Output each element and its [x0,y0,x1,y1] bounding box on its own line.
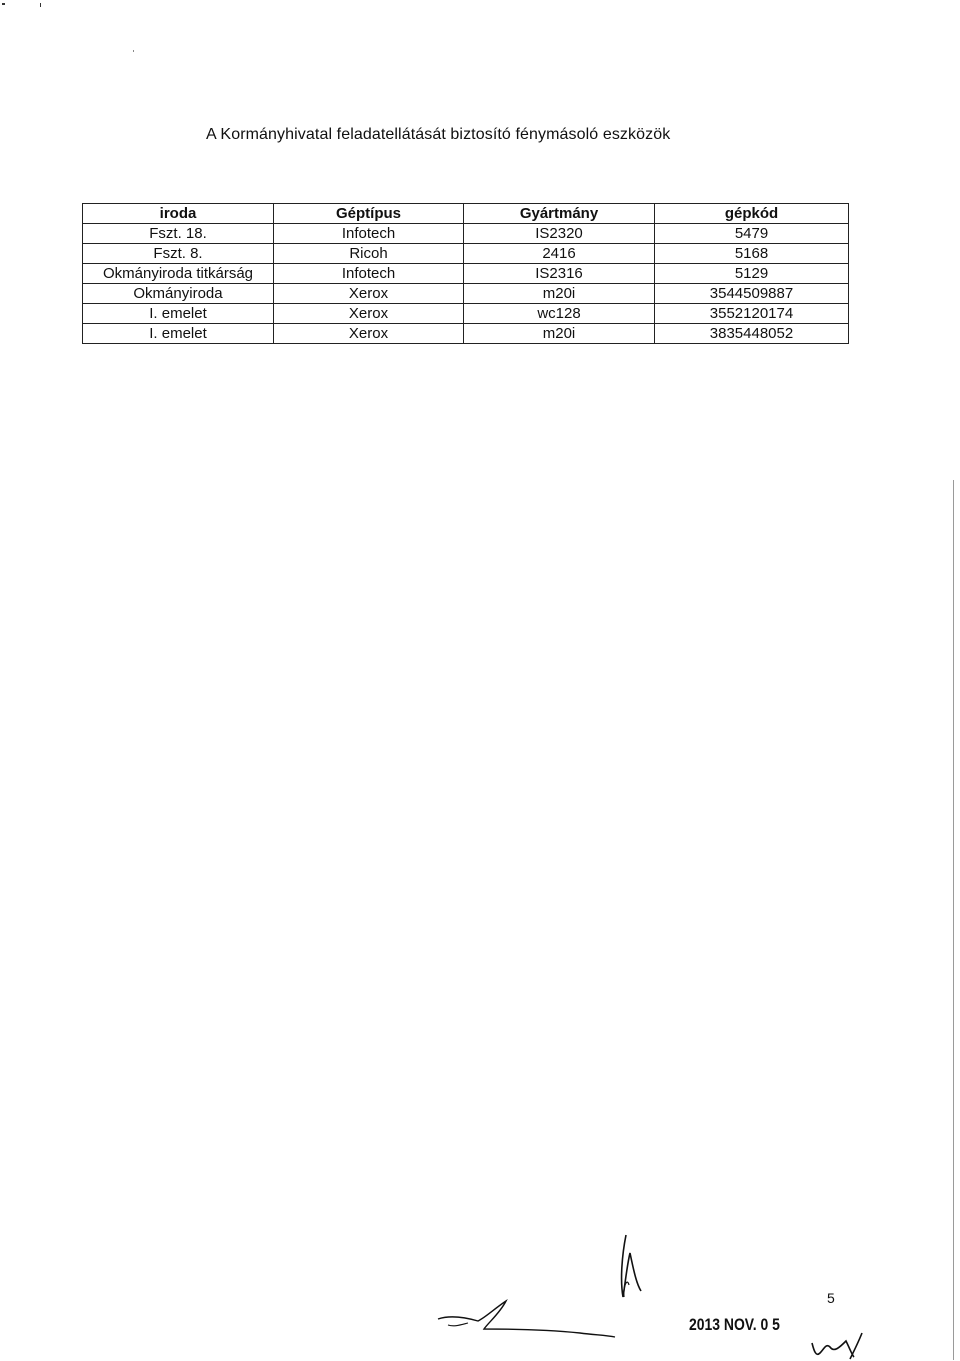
cell-iroda: Fszt. 18. [83,224,274,244]
cell-geptipus: Infotech [274,224,464,244]
table-row [83,244,849,264]
signature-left [438,1301,615,1337]
scan-speck-1 [2,3,5,5]
cell-iroda: I. emelet [83,324,274,344]
cell-gepkod: 5479 [655,224,849,244]
page-title: A Kormányhivatal feladatellátását biztosító fénymásoló eszközök [206,126,671,143]
cell-iroda: I. emelet [83,304,274,324]
header-gyartmany: Gyártmány [464,204,655,224]
cell-iroda: Fszt. 8. [83,244,274,264]
header-geptipus: Géptípus [274,204,464,224]
cell-geptipus: Xerox [274,304,464,324]
scan-edge-line [953,480,954,1360]
cell-geptipus: Infotech [274,264,464,284]
table-header-row [83,204,849,224]
cell-gyartmany: IS2316 [464,264,655,284]
cell-gyartmany: wc128 [464,304,655,324]
cell-gepkod: 3552120174 [655,304,849,324]
table-row [83,324,849,344]
table-row [83,224,849,244]
signature-right [812,1341,854,1357]
copier-table [82,203,849,344]
table-row [83,264,849,284]
table-row [83,284,849,304]
table-row [83,304,849,324]
cell-geptipus: Xerox [274,284,464,304]
cell-gyartmany: m20i [464,284,655,304]
cell-gyartmany: IS2320 [464,224,655,244]
cell-gepkod: 3835448052 [655,324,849,344]
cell-geptipus: Xerox [274,324,464,344]
received-date-stamp: 2013 NOV. 0 5 [689,1315,780,1334]
cell-iroda: Okmányiroda titkárság [83,264,274,284]
handwritten-signatures [430,1225,890,1361]
page-number: 5 [827,1290,835,1306]
header-gepkod: gépkód [655,204,849,224]
cell-gepkod: 5168 [655,244,849,264]
cell-gyartmany: 2416 [464,244,655,264]
scan-speck-3 [133,50,134,52]
cell-geptipus: Ricoh [274,244,464,264]
cell-gepkod: 5129 [655,264,849,284]
cell-iroda: Okmányiroda [83,284,274,304]
cell-gyartmany: m20i [464,324,655,344]
header-iroda: iroda [83,204,274,224]
scan-speck-2 [40,3,41,7]
cell-gepkod: 3544509887 [655,284,849,304]
